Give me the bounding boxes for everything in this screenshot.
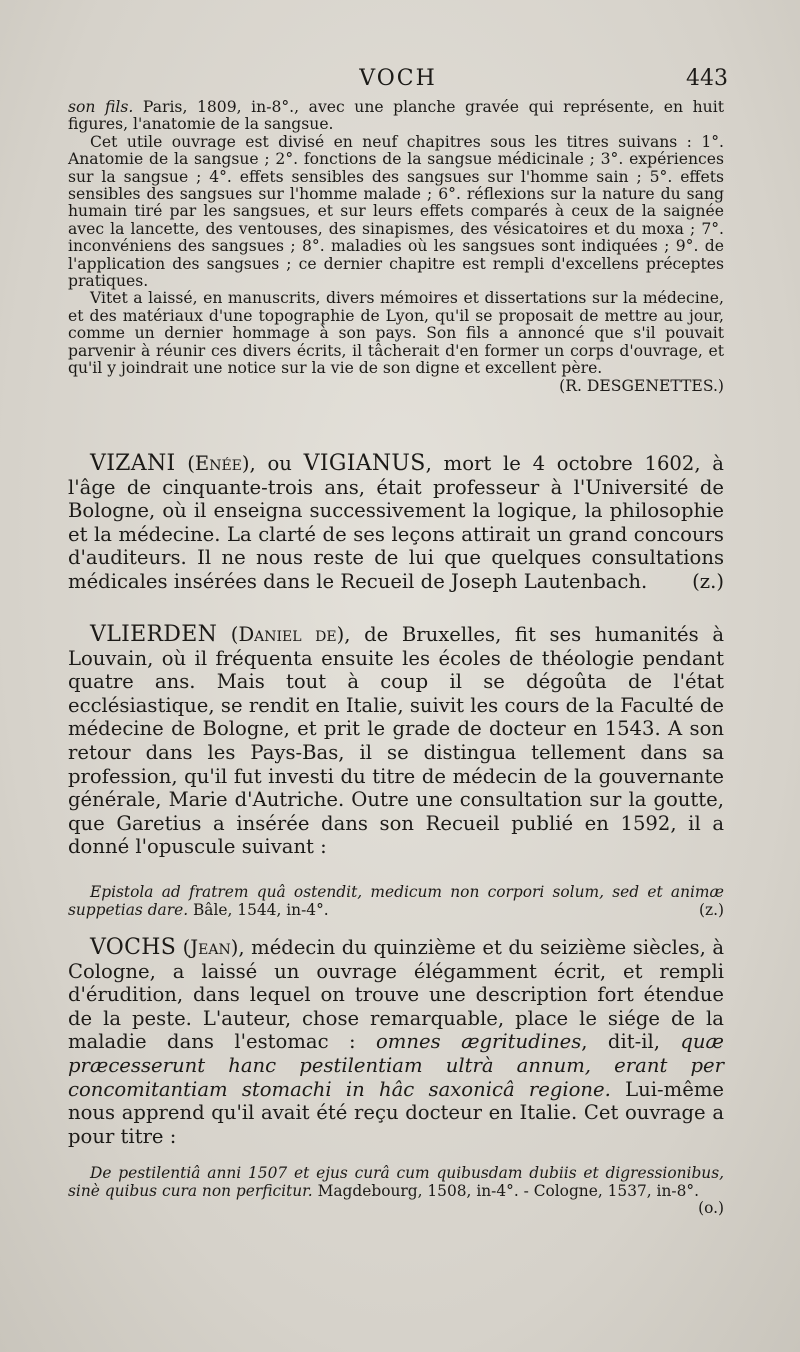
work-imprint: Magdebourg, 1508, in-4°. - Cologne, 1537, in-8°. — [312, 1181, 699, 1200]
entry-text: , dit-il, — [581, 1030, 681, 1054]
entry-name: VIZANI — [90, 451, 176, 476]
entry-vlierden — [68, 623, 724, 859]
bibliography-text: Paris, 1809, in-8°., avec une planche gravée qui représente, en huit figures, l'anatomie de la sangsue. — [68, 98, 724, 134]
entry-text: Lui-même nous apprend qu'il avait été reçu docteur en Italie. Cet ouvrage a pour titre : — [68, 1077, 724, 1148]
entry-name: VOCHS — [90, 935, 177, 960]
bibliography-line — [68, 99, 724, 134]
chapter-summary: Cet utile ouvrage est divisé en neuf chapitres sous les titres suivans : 1°. Anatomie de la sangsue ; 2°. fonctions de la sangsue médicinale ; 3°. expériences sur la sangsue ; 4°. effets sensibles des sangsues sur l'homme sain ; 5°. effets sensibles des sangsues sur l'homme malade ; 6°. réflexions sur la nature du sang humain tiré par les sangsues, et sur leurs effets comparés à ceux de la saignée avec la lancette, des ventouses, des sinapismes, des vésicatoires et du moxa ; 7°. inconvéniens des sangsues ; 8°. maladies où les sangsues sont indiquées ; 9°. de l'application des sangsues ; ce dernier chapitre est rempli d'excellens préceptes pratiques. — [68, 132, 724, 291]
vochs-paragraph — [68, 936, 724, 1148]
entry-text: , mort le 4 octobre 1602, à l'âge de cinquante-trois ans, était professeur à l'Université de Bologne, où il enseigna successivement la logique, la philosophie et la médecine. La clarté de ses leçons attirait un grand concours d'auditeurs. Il ne nous reste de lui que quelques consultations médicales insérées dans le Recueil de Joseph Lautenbach. — [68, 452, 724, 593]
work-imprint: Bâle, 1544, in-4°. — [188, 900, 329, 919]
entry-signature: (z.) — [692, 569, 724, 593]
author-signature: (R. DESGENETTES.) — [559, 376, 724, 395]
latin-quote: quæ præcesserunt hanc pestilentiam ultrà annum, erant per concomitantiam stomachi in hâc saxonicâ regione. — [68, 1030, 724, 1101]
work-title-line — [68, 1165, 724, 1218]
vitet-continuation — [68, 99, 724, 395]
entry-signature: (z.) — [698, 900, 724, 919]
vochs-work — [68, 1165, 724, 1218]
work-title: Epistola ad fratrem quâ ostendit, medicum non corpori solum, sed et animæ suppetias dare. — [68, 883, 724, 919]
work-title: De pestilentiâ anni 1507 et ejus curâ cum quibusdam dubiis et digressionibus, sinè quibus cura non perficitur. — [68, 1164, 724, 1200]
entry-alt-prefix: , ou — [249, 452, 304, 475]
page-number: 443 — [686, 66, 728, 91]
bibliography-italic: son fils. — [68, 98, 134, 116]
entry-given-name: (Enée) — [187, 452, 250, 475]
entry-vochs — [68, 936, 724, 1148]
entry-given-name: (Daniel de) — [230, 623, 345, 646]
vlierden-paragraph — [68, 623, 724, 859]
running-head: VOCH — [359, 66, 437, 91]
vizani-paragraph — [68, 452, 724, 594]
work-title-line — [68, 884, 724, 919]
manuscripts-text: Vitet a laissé, en manuscrits, divers mémoires et dissertations sur la médecine, et des matériaux d'une topographie de Lyon, qu'il se proposait de mettre au jour, comme un dernier hommage à son pays. Son fils a annoncé que s'il pouvait parvenir à réunir ces divers écrits, il tâcherait d'en former un corps d'ouvrage, et qu'il y joindrait une notice sur la vie de son digne et excellent père. — [68, 289, 724, 378]
entry-given-name: (Jean) — [182, 936, 239, 959]
entry-vizani — [68, 452, 724, 594]
entry-text: , médecin du quinzième et du seizième siècles, à Cologne, a laissé un ouvrage élégamment écrit, et rempli d'érudition, dans lequel on trouve une description fort étendue de la peste. L'auteur, chose remarquable, place le siége de la maladie dans l'estomac : — [68, 936, 724, 1054]
entry-text: , de Bruxelles, fit ses humanités à Louvain, où il fréquenta ensuite les écoles de théologie pendant quatre ans. Mais tout à coup il se dégoûta de l'état ecclésiastique, se rendit en Italie, suivit les cours de la Faculté de médecine de Bologne, et prit le grade de docteur en 1543. A son retour dans les Pays-Bas, il se distingua tellement dans sa profession, qu'il fut investi du titre de médecin de la gouvernante générale, Marie d'Autriche. Outre une consultation sur la goutte, que Garetius a insérée dans son Recueil publié en 1592, il a donné l'opuscule suivant : — [68, 623, 725, 859]
entry-signature: (o.) — [698, 1199, 724, 1218]
latin-quote: omnes ægritudines — [376, 1030, 582, 1054]
entry-alt-name: VIGIANUS — [303, 451, 426, 476]
vlierden-work — [68, 884, 724, 919]
page-header — [68, 66, 728, 96]
entry-name: VLIERDEN — [90, 622, 218, 647]
manuscripts-paragraph — [68, 290, 724, 394]
